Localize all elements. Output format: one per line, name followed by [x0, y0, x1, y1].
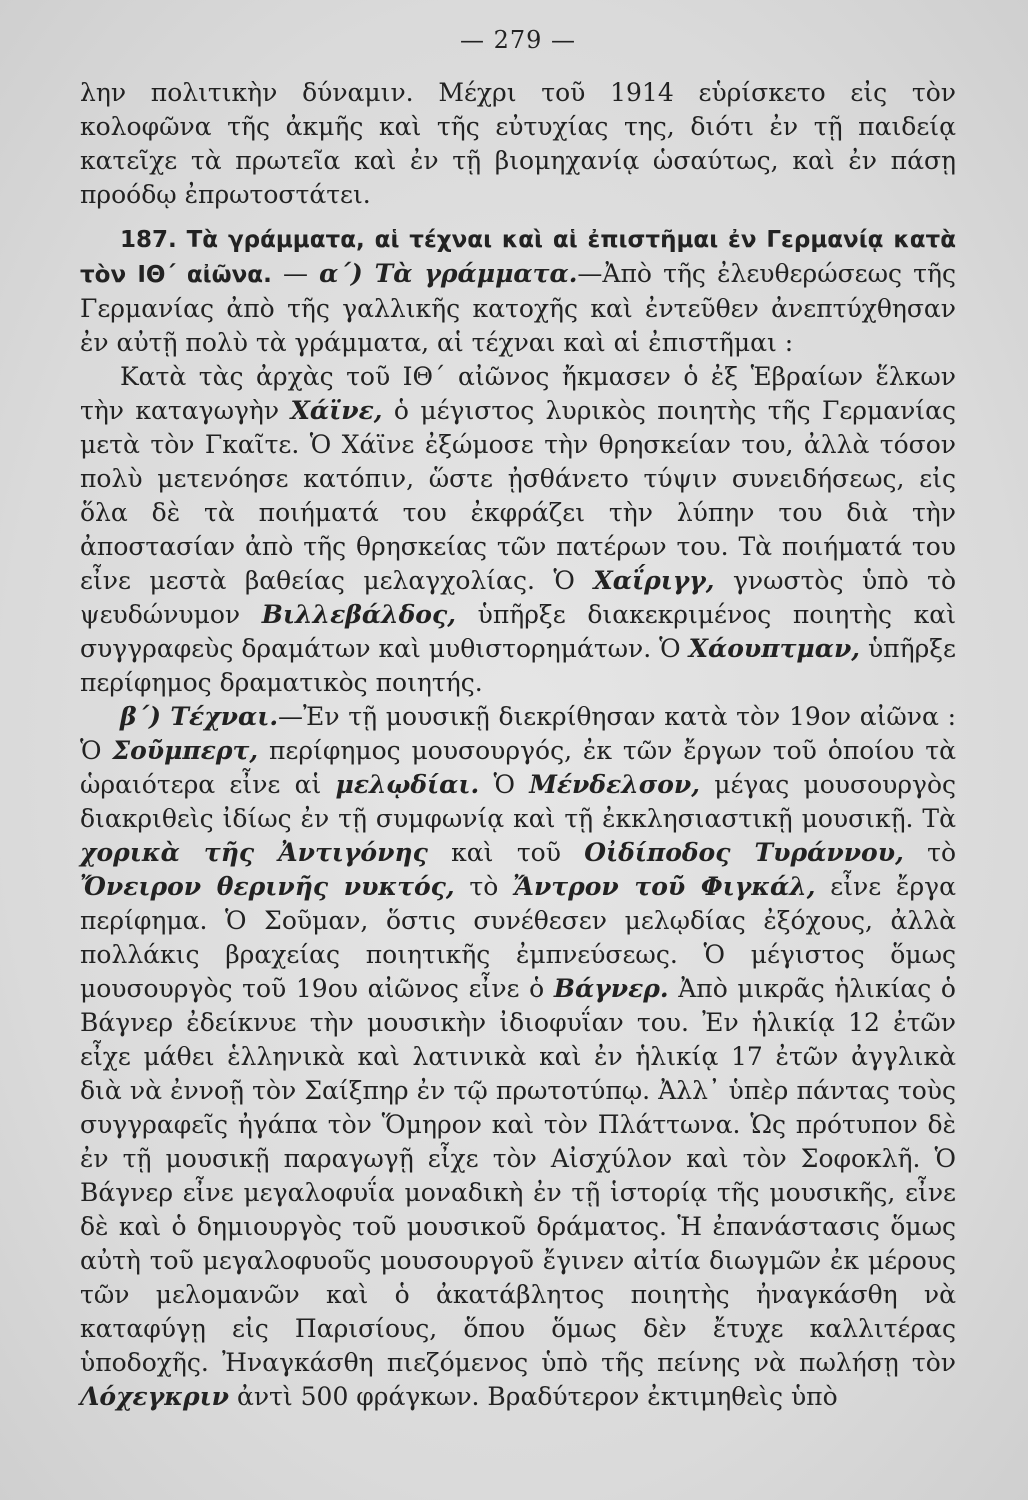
page-number: — 279 — [459, 26, 577, 54]
opening-paragraph: λην πολιτικὴν δύναμιν. Μέχρι τοῦ 1914 εὑρίσκετο εἰς τὸν κολοφῶνα τῆς ἀκμῆς καὶ τῆς εὐτυχίας της, διότι ἐν τῇ παιδείᾳ κατεῖχε τὰ πρωτεῖα καὶ ἐν τῇ βιομηχανίᾳ ὡσαύτως, καὶ ἐν πάσῃ προόδῳ ἐπρωτοστάτει. [80, 78, 956, 209]
name-mendelssohn: Μένδελσον, [529, 770, 700, 799]
text-run: ὑπῆρξε περίφημος δραματικὸς ποιητής. [80, 634, 956, 697]
section-dash: — [271, 259, 320, 288]
work-midsummer-nights-dream: Ὄνειρον θερινῆς νυκτός, [80, 872, 455, 901]
text-run: ὑπῆρξε διακεκριμένος ποιητὴς καὶ συγγραφεὺς δραμάτων καὶ μυθιστορημάτων. Ὁ [80, 600, 956, 663]
letters-paragraph [80, 360, 956, 700]
work-melodies: μελῳδίαι. [335, 770, 480, 799]
text-run: Κατὰ τὰς ἀρχὰς τοῦ ΙΘ΄ αἰῶνος ἤκμασεν ὁ ἐξ Ἑβραίων ἕλκων τὴν καταγωγὴν [80, 362, 956, 425]
work-lohengrin: Λόχεγκριν [80, 1382, 230, 1411]
text-run: μέγας μουσουργὸς διακριθεὶς ἰδίως ἐν τῇ συμφωνίᾳ καὶ τῇ ἐκκλησιαστικῇ μουσικῇ. Τὰ [80, 770, 957, 833]
subheading-arts: β΄) Τέχναι. [120, 702, 279, 731]
text-run: περίφημος μουσουργός, ἐκ τῶν ἔργων τοῦ ὁποίου τὰ ὡραιότερα εἶνε αἱ [80, 736, 956, 799]
name-schubert: Σοῦμπερτ, [112, 736, 259, 765]
text-run: ὁ μέγιστος λυρικὸς ποιητὴς τῆς Γερμανίας μετὰ τὸν Γκαῖτε. Ὁ Χάϊνε ἐξώμοσε τὴν θρησκείαν του, ἀλλὰ τόσον πολὺ μετενόησε κατόπιν, ὥστε ᾐσθάνετο τύψιν συνειδήσεως, εἰς ὅλα δὲ τὰ ποιήματά του ἐκφράζει τὴν λύπην του διὰ τὴν ἀποστασίαν ἀπὸ τῆς θρησκείας τῶν πατέρων του. Τὰ ποιήματά του εἶνε μεστὰ βαθείας μελαγχολίας. Ὁ [80, 396, 956, 595]
name-hairing: Χαΐριγγ, [593, 566, 715, 595]
text-run: —Ἐν τῇ μουσικῇ διεκρίθησαν κατὰ τὸν 19ον αἰῶνα : Ὁ [80, 702, 956, 765]
text-run: τὸ [903, 838, 957, 867]
text-run: Ὁ [479, 770, 530, 799]
text-run: Ἀπὸ μικρᾶς ἡλικίας ὁ Βάγνερ ἐδείκνυε τὴν μουσικὴν ἰδιοφυΐαν του. Ἐν ἡλικίᾳ 12 ἐτῶν εἶχε μάθει ἑλληνικὰ καὶ λατινικὰ καὶ ἐν ἡλικίᾳ 17 ἐτῶν ἀγγλικὰ διὰ νὰ ἐννοῇ τὸν Σαίξπηρ ἐν τῷ πρωτοτύπῳ. Ἀλλ᾿ ὑπὲρ πάντας τοὺς συγγραφεῖς ἠγάπα τὸν Ὅμηρον καὶ τὸν Πλάττωνα. Ὡς πρότυπον δὲ ἐν τῇ μουσικῇ παραγωγῇ εἶχε τὸν Αἰσχύλον καὶ τὸν Σοφοκλῆ. Ὁ Βάγνερ εἶνε μεγαλοφυΐα μοναδικὴ ἐν τῇ ἱστορίᾳ τῆς μουσικῆς, εἶνε δὲ καὶ ὁ δημιουργὸς τοῦ μουσικοῦ δράματος. Ἡ ἐπανάστασις ὅμως αὐτὴ τοῦ μεγαλοφυοῦς μουσουργοῦ ἔγινεν αἰτία διωγμῶν ἐκ μέρους τῶν μελομανῶν καὶ ὁ ἀκατάβλητος ποιητὴς ἠναγκάσθη νὰ καταφύγῃ εἰς Παρισίους, ὅπου ὅμως δὲν ἔτυχε καλλιτέρας ὑποδοχῆς. Ἠναγκάσθη πιεζόμενος ὑπὸ τῆς πείνης νὰ πωλήσῃ τὸν [80, 974, 956, 1377]
subheading-letters: α΄) Τὰ γράμματα. [319, 259, 578, 288]
work-antigone-choruses: χορικὰ τῆς Ἀντιγόνης [80, 838, 428, 867]
section-187-paragraph [80, 222, 956, 360]
work-fingals-cave: Ἄντρον τοῦ Φιγκάλ, [513, 872, 816, 901]
text-run: εἶνε ἔργα περίφημα. Ὁ Σοῦμαν, ὅστις συνέθεσεν μελῳδίας ἐξόχους, ἀλλὰ πολλάκις βραχείας ποιητικῆς ἐμπνεύσεως. Ὁ μέγιστος ὅμως μουσουργὸς τοῦ 19ου αἰῶνος εἶνε ὁ [80, 872, 956, 1003]
text-run: ἀντὶ 500 φράγκων. Βραδύτερον ἐκτιμηθεὶς ὑπὸ [229, 1382, 838, 1411]
name-villevaldos: Βιλλεβάλδος, [261, 600, 456, 629]
arts-paragraph [80, 700, 956, 1414]
name-heine: Χάϊνε, [290, 396, 383, 425]
text-run: τὸ [454, 872, 514, 901]
text-run: γνωστὸς ὑπὸ τὸ ψευδώνυμον [80, 566, 956, 629]
work-oedipus-rex: Οἰδίποδος Τυράννου, [584, 838, 904, 867]
section-number: 187. [120, 227, 177, 253]
name-wagner: Βάγνερ. [553, 974, 669, 1003]
text-run: καὶ τοῦ [427, 838, 585, 867]
section-intro-text: —Ἀπὸ τῆς ἐλευθερώσεως τῆς Γερμανίας ἀπὸ τῆς γαλλικῆς κατοχῆς καὶ ἐντεῦθεν ἀνεπτύχθησαν ἐν αὐτῇ πολὺ τὰ γράμματα, αἱ τέχναι καὶ αἱ ἐπιστῆμαι : [80, 259, 956, 357]
section-title: Τὰ γράμματα, αἱ τέχναι καὶ αἱ ἐπιστῆμαι ἐν Γερμανίᾳ κατὰ τὸν ΙΘ΄ αἰῶνα. [80, 227, 956, 288]
name-hauptmann: Χάουπτμαν, [688, 634, 860, 663]
body-text [80, 76, 956, 1414]
